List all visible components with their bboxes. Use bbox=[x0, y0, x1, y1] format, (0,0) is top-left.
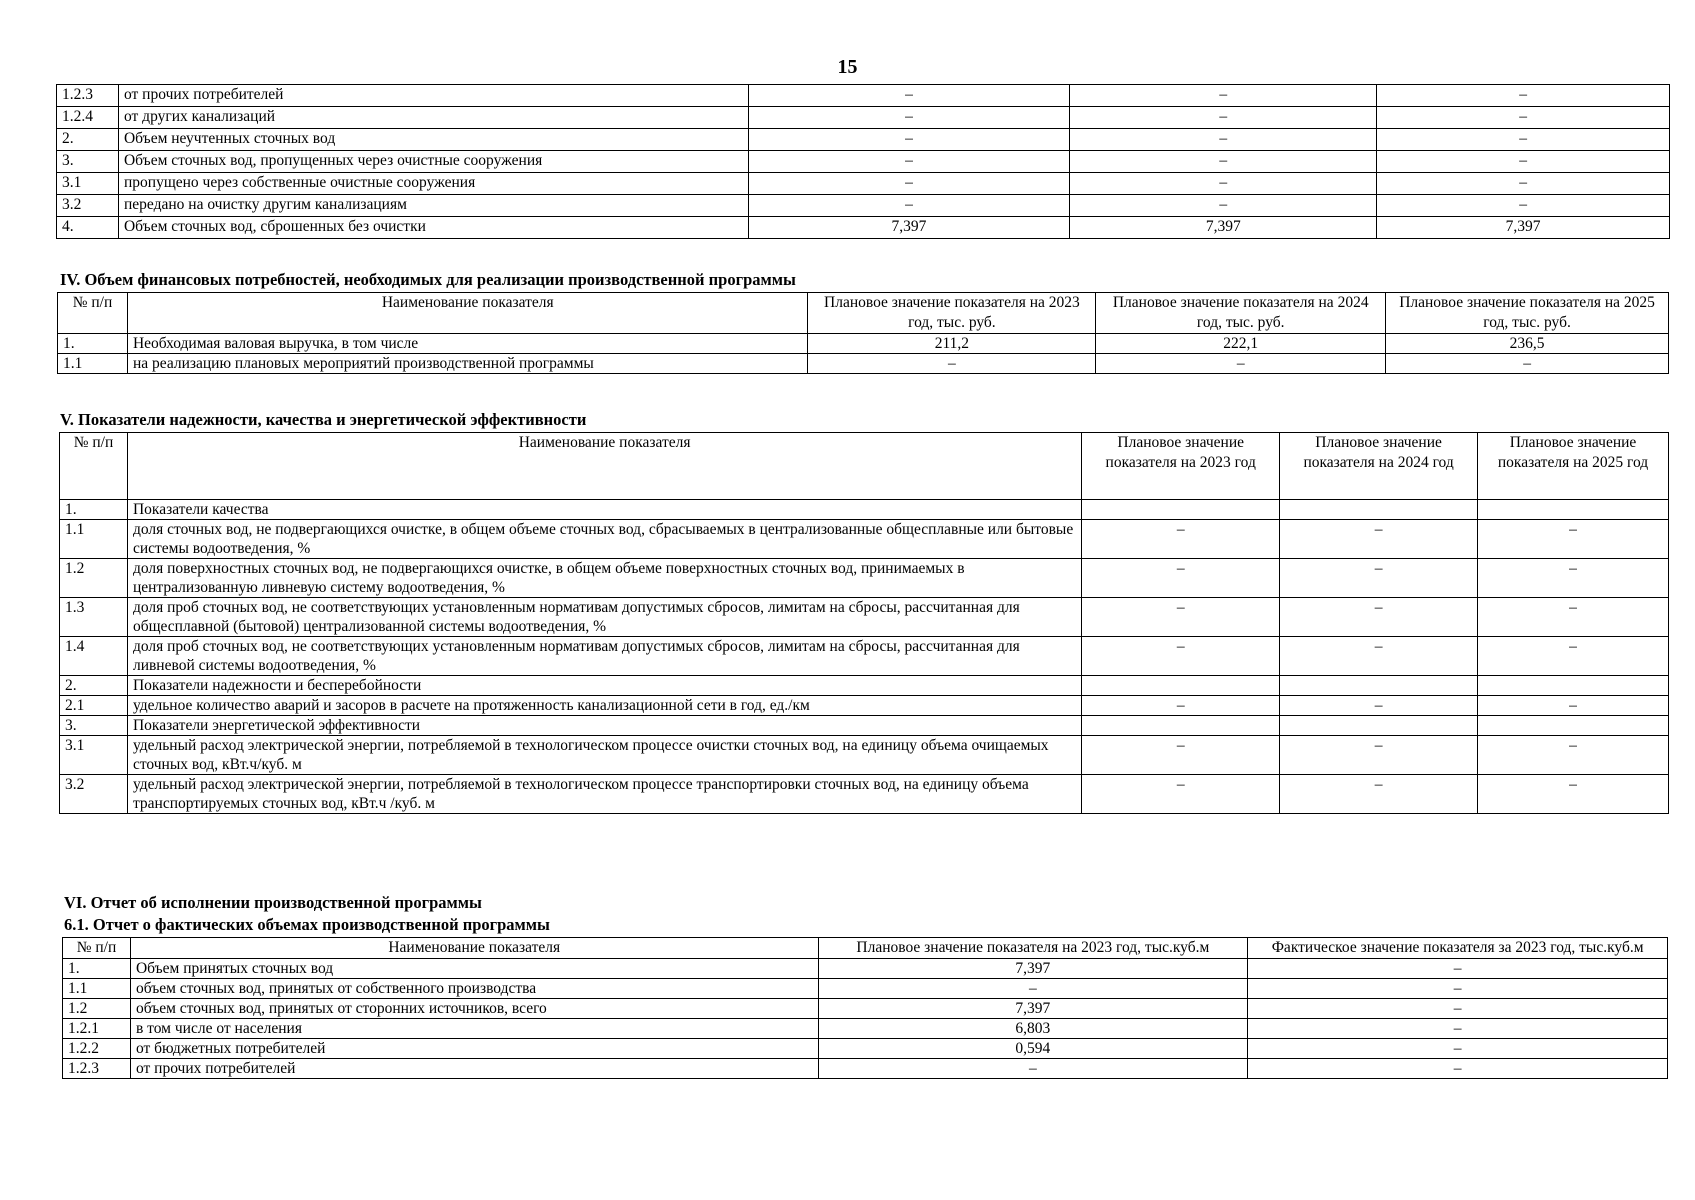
table-row bbox=[57, 107, 1670, 129]
row-number: 2. bbox=[57, 129, 119, 151]
row-name: удельный расход электрической энергии, потребляемой в технологическом процессе транспортировки сточных вод, на единицу объема транспортируемых сточных вод, кВт.ч /куб. м bbox=[127, 775, 1081, 814]
row-value-v2: 7,397 bbox=[1070, 217, 1377, 239]
row-name: Необходимая валовая выручка, в том числе bbox=[127, 334, 808, 354]
volume-continuation-table bbox=[56, 84, 1670, 239]
table-row bbox=[57, 217, 1670, 239]
table-row bbox=[60, 716, 1669, 736]
row-value-v1: 0,594 bbox=[818, 1039, 1248, 1059]
row-value-v1: – bbox=[748, 173, 1070, 195]
row-value-v3: – bbox=[1478, 637, 1669, 676]
row-name: от бюджетных потребителей bbox=[130, 1039, 818, 1059]
header-name: Наименование показателя bbox=[127, 433, 1081, 500]
section-5-title: V. Показатели надежности, качества и энергетической эффективности bbox=[60, 410, 587, 429]
row-value-v1: 7,397 bbox=[748, 217, 1070, 239]
table-row bbox=[57, 151, 1670, 173]
row-value-v2: – bbox=[1070, 129, 1377, 151]
row-name: доля проб сточных вод, не соответствующих установленным нормативам допустимых сбросов, лимитам на сбросы, рассчитанная для общесплавной (бытовой) централизованной системы водоотведения, % bbox=[127, 598, 1081, 637]
row-value-v1: – bbox=[1082, 559, 1280, 598]
row-name: доля проб сточных вод, не соответствующих установленным нормативам допустимых сбросов, лимитам на сбросы, рассчитанная для ливневой системы водоотведения, % bbox=[127, 637, 1081, 676]
row-name: в том числе от населения bbox=[130, 1019, 818, 1039]
row-number: 1.1 bbox=[60, 520, 128, 559]
reliability-quality-table bbox=[59, 432, 1669, 814]
row-number: 1.2.2 bbox=[63, 1039, 131, 1059]
table-row bbox=[60, 696, 1669, 716]
row-value-v1: – bbox=[748, 129, 1070, 151]
table-row bbox=[63, 999, 1668, 1019]
row-value-v1: – bbox=[748, 195, 1070, 217]
header-plan-2024: Плановое значение показателя на 2024 год bbox=[1280, 433, 1478, 500]
row-value-v1 bbox=[1082, 500, 1280, 520]
row-number: 1. bbox=[63, 959, 131, 979]
row-number: 3.2 bbox=[60, 775, 128, 814]
row-value-v1: – bbox=[1082, 520, 1280, 559]
row-value-v1: – bbox=[818, 1059, 1248, 1079]
page-number: 15 bbox=[837, 56, 858, 78]
row-number: 1.2 bbox=[60, 559, 128, 598]
row-value-v2: – bbox=[1280, 736, 1478, 775]
row-value-v1: 211,2 bbox=[808, 334, 1096, 354]
header-num: № п/п bbox=[58, 293, 128, 334]
row-value-v1: 7,397 bbox=[818, 999, 1248, 1019]
row-value-v1: – bbox=[748, 107, 1070, 129]
row-name: от прочих потребителей bbox=[118, 85, 748, 107]
row-name: удельное количество аварий и засоров в расчете на протяженность канализационной сети в год, ед./км bbox=[127, 696, 1081, 716]
table-row bbox=[63, 1039, 1668, 1059]
row-number: 3. bbox=[60, 716, 128, 736]
row-name: объем сточных вод, принятых от собственного производства bbox=[130, 979, 818, 999]
row-name: от прочих потребителей bbox=[130, 1059, 818, 1079]
table-row bbox=[57, 195, 1670, 217]
row-value-v3: 236,5 bbox=[1386, 334, 1669, 354]
row-value-v1 bbox=[1082, 716, 1280, 736]
row-value-v3 bbox=[1478, 500, 1669, 520]
section-6-title: VI. Отчет об исполнении производственной программы bbox=[64, 893, 482, 912]
header-plan-2025: Плановое значение показателя на 2025 год, тыс. руб. bbox=[1386, 293, 1669, 334]
table-row bbox=[57, 129, 1670, 151]
row-value-v1: – bbox=[1082, 736, 1280, 775]
row-value-v1: 6,803 bbox=[818, 1019, 1248, 1039]
row-value-v1: – bbox=[808, 354, 1096, 374]
row-name: доля сточных вод, не подвергающихся очистке, в общем объеме сточных вод, сбрасываемых в централизованные общесплавные или бытовые системы водоотведения, % bbox=[127, 520, 1081, 559]
header-name: Наименование показателя bbox=[130, 938, 818, 959]
row-value-v3 bbox=[1478, 676, 1669, 696]
row-number: 1.1 bbox=[58, 354, 128, 374]
row-name: от других канализаций bbox=[118, 107, 748, 129]
row-number: 1. bbox=[58, 334, 128, 354]
row-name: Объем сточных вод, сброшенных без очистки bbox=[118, 217, 748, 239]
row-value-v2: – bbox=[1280, 598, 1478, 637]
row-number: 3.1 bbox=[60, 736, 128, 775]
row-value-v3: – bbox=[1377, 129, 1670, 151]
row-value-v3: – bbox=[1377, 85, 1670, 107]
table-row bbox=[57, 173, 1670, 195]
row-value-v3: – bbox=[1478, 559, 1669, 598]
row-name: Показатели энергетической эффективности bbox=[127, 716, 1081, 736]
row-value-v3: – bbox=[1377, 151, 1670, 173]
row-value-v1: – bbox=[1082, 696, 1280, 716]
row-value-v2: – bbox=[1096, 354, 1386, 374]
table-row bbox=[63, 959, 1668, 979]
table-row bbox=[60, 637, 1669, 676]
row-name: Объем неучтенных сточных вод bbox=[118, 129, 748, 151]
table-header-row bbox=[60, 433, 1669, 500]
row-name: на реализацию плановых мероприятий производственной программы bbox=[127, 354, 808, 374]
row-number: 1.2.3 bbox=[57, 85, 119, 107]
row-value-v2: – bbox=[1248, 1039, 1668, 1059]
row-value-v2 bbox=[1280, 716, 1478, 736]
table-row bbox=[60, 676, 1669, 696]
row-value-v1: – bbox=[1082, 598, 1280, 637]
row-value-v1: – bbox=[748, 151, 1070, 173]
row-value-v2: – bbox=[1280, 696, 1478, 716]
table-row bbox=[60, 598, 1669, 637]
row-value-v2: – bbox=[1070, 107, 1377, 129]
row-number: 3.2 bbox=[57, 195, 119, 217]
row-name: Объем сточных вод, пропущенных через очистные сооружения bbox=[118, 151, 748, 173]
row-name: Показатели надежности и бесперебойности bbox=[127, 676, 1081, 696]
actual-volumes-table bbox=[62, 937, 1668, 1079]
row-name: доля поверхностных сточных вод, не подвергающихся очистке, в общем объеме поверхностных сточных вод, принимаемых в централизованную ливневую систему водоотведения, % bbox=[127, 559, 1081, 598]
header-plan-2024: Плановое значение показателя на 2024 год, тыс. руб. bbox=[1096, 293, 1386, 334]
row-number: 1.2.3 bbox=[63, 1059, 131, 1079]
financial-needs-table bbox=[57, 292, 1669, 374]
row-name: объем сточных вод, принятых от сторонних источников, всего bbox=[130, 999, 818, 1019]
table-row bbox=[63, 979, 1668, 999]
row-number: 1.2 bbox=[63, 999, 131, 1019]
header-num: № п/п bbox=[60, 433, 128, 500]
row-value-v2: 222,1 bbox=[1096, 334, 1386, 354]
table-header-row bbox=[63, 938, 1668, 959]
table-row bbox=[60, 520, 1669, 559]
row-number: 1. bbox=[60, 500, 128, 520]
row-value-v2: – bbox=[1070, 85, 1377, 107]
header-plan-2023: Плановое значение показателя на 2023 год bbox=[1082, 433, 1280, 500]
table-row bbox=[63, 1059, 1668, 1079]
row-number: 3.1 bbox=[57, 173, 119, 195]
row-value-v1: – bbox=[1082, 775, 1280, 814]
row-value-v3: – bbox=[1377, 107, 1670, 129]
row-name: Показатели качества bbox=[127, 500, 1081, 520]
row-value-v2: – bbox=[1280, 559, 1478, 598]
row-value-v1 bbox=[1082, 676, 1280, 696]
table-row bbox=[60, 736, 1669, 775]
row-name: удельный расход электрической энергии, потребляемой в технологическом процессе очистки сточных вод, на единицу объема очищаемых сточных вод, кВт.ч/куб. м bbox=[127, 736, 1081, 775]
table-row bbox=[58, 334, 1669, 354]
row-number: 1.3 bbox=[60, 598, 128, 637]
row-value-v2: – bbox=[1248, 979, 1668, 999]
row-value-v1: – bbox=[1082, 637, 1280, 676]
row-value-v2: – bbox=[1248, 1059, 1668, 1079]
row-value-v2: – bbox=[1248, 1019, 1668, 1039]
row-number: 1.4 bbox=[60, 637, 128, 676]
section-6-1-subtitle: 6.1. Отчет о фактических объемах производственной программы bbox=[64, 915, 550, 934]
row-value-v2: – bbox=[1280, 637, 1478, 676]
row-number: 1.1 bbox=[63, 979, 131, 999]
table-row bbox=[57, 85, 1670, 107]
row-value-v2: – bbox=[1070, 173, 1377, 195]
row-value-v2 bbox=[1280, 676, 1478, 696]
table-row bbox=[63, 1019, 1668, 1039]
row-value-v3: – bbox=[1478, 775, 1669, 814]
section-4-title: IV. Объем финансовых потребностей, необходимых для реализации производственной программы bbox=[60, 270, 796, 289]
row-number: 2.1 bbox=[60, 696, 128, 716]
row-value-v3: – bbox=[1478, 736, 1669, 775]
row-value-v2: – bbox=[1280, 775, 1478, 814]
row-value-v2: – bbox=[1280, 520, 1478, 559]
header-num: № п/п bbox=[63, 938, 131, 959]
table-row bbox=[58, 354, 1669, 374]
row-value-v1: – bbox=[818, 979, 1248, 999]
row-value-v3 bbox=[1478, 716, 1669, 736]
row-value-v1: 7,397 bbox=[818, 959, 1248, 979]
table-row bbox=[60, 559, 1669, 598]
row-name: Объем принятых сточных вод bbox=[130, 959, 818, 979]
row-name: передано на очистку другим канализациям bbox=[118, 195, 748, 217]
row-value-v3: – bbox=[1478, 520, 1669, 559]
row-number: 4. bbox=[57, 217, 119, 239]
header-plan-2023: Плановое значение показателя на 2023 год, тыс. руб. bbox=[808, 293, 1096, 334]
table-row bbox=[60, 500, 1669, 520]
row-number: 2. bbox=[60, 676, 128, 696]
header-name: Наименование показателя bbox=[127, 293, 808, 334]
row-value-v1: – bbox=[748, 85, 1070, 107]
row-value-v3: – bbox=[1478, 598, 1669, 637]
row-value-v3: 7,397 bbox=[1377, 217, 1670, 239]
row-value-v2: – bbox=[1070, 151, 1377, 173]
table-row bbox=[60, 775, 1669, 814]
row-value-v2: – bbox=[1070, 195, 1377, 217]
row-number: 1.2.4 bbox=[57, 107, 119, 129]
header-plan-2023: Плановое значение показателя на 2023 год, тыс.куб.м bbox=[818, 938, 1248, 959]
row-number: 3. bbox=[57, 151, 119, 173]
row-value-v3: – bbox=[1377, 195, 1670, 217]
header-plan-2025: Плановое значение показателя на 2025 год bbox=[1478, 433, 1669, 500]
row-value-v3: – bbox=[1478, 696, 1669, 716]
row-value-v2: – bbox=[1248, 959, 1668, 979]
row-value-v3: – bbox=[1386, 354, 1669, 374]
row-value-v2: – bbox=[1248, 999, 1668, 1019]
header-fact-2023: Фактическое значение показателя за 2023 год, тыс.куб.м bbox=[1248, 938, 1668, 959]
row-name: пропущено через собственные очистные сооружения bbox=[118, 173, 748, 195]
row-value-v2 bbox=[1280, 500, 1478, 520]
table-header-row bbox=[58, 293, 1669, 334]
row-number: 1.2.1 bbox=[63, 1019, 131, 1039]
row-value-v3: – bbox=[1377, 173, 1670, 195]
